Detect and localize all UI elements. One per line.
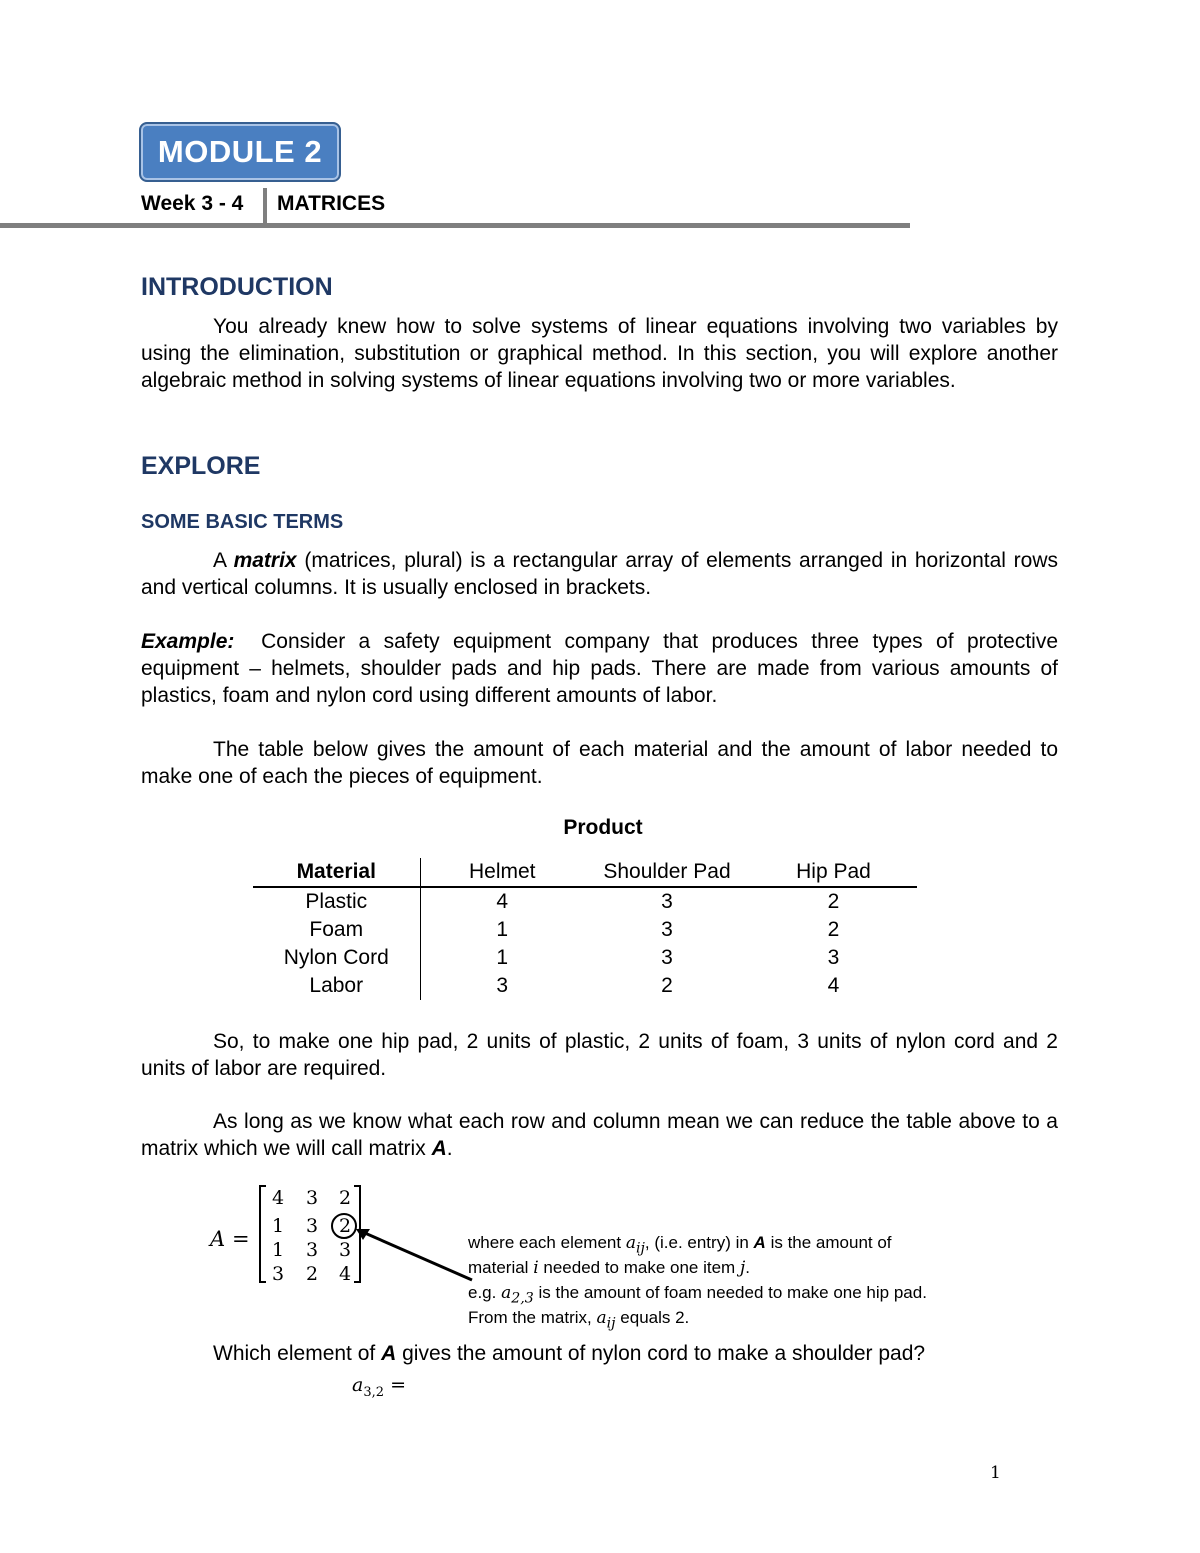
row-label: Foam [253, 916, 420, 944]
matrix-entry: 3 [338, 1239, 352, 1261]
note-line-3: e.g. $a_{2,3}$ is the amount of foam needed to make one hip pad. [468, 1283, 927, 1307]
answer-prompt: $a_{3,2}$ = [352, 1374, 406, 1400]
cell: 3 [827, 946, 840, 969]
cell: 3 [661, 918, 673, 941]
topic-title: MATRICES [277, 192, 386, 215]
matrix-name: A [210, 1227, 226, 1251]
cell: 3 [661, 946, 673, 969]
arrow-line [358, 1230, 472, 1280]
cell: 3 [661, 890, 673, 913]
matrix-equals: = [232, 1227, 250, 1251]
cell: 3 [496, 974, 509, 997]
table-header-row [253, 858, 917, 887]
table-caption: Product [563, 816, 643, 839]
explore-heading: EXPLORE [141, 452, 261, 480]
row-label: Labor [253, 972, 420, 1000]
matrix-entry: 3 [271, 1263, 285, 1285]
row-label: Nylon Cord [253, 944, 420, 972]
table-header-shoulder-pad: Shoulder Pad [584, 858, 750, 887]
cell: 2 [661, 974, 673, 997]
example-paragraph: Example: Consider a safety equipment company that produces three types of protective equipment – helmets, shoulder pads and hip pads. There are made from various amounts of plastics, foam and nylon cord using different amounts of labor. [141, 630, 1058, 707]
note-line-1: where each element $a_{ij}$, (i.e. entry) in A is the amount of [468, 1233, 892, 1257]
matrix-entry: 4 [271, 1187, 285, 1209]
matrix-entry: 2 [338, 1215, 352, 1237]
table-header-hip-pad: Hip Pad [750, 858, 917, 887]
matrix-entry: 3 [305, 1187, 319, 1209]
header-divider [263, 188, 267, 228]
table-row [253, 887, 917, 916]
note-line-2: material i needed to make one item j. [468, 1258, 750, 1278]
matrix-reduction-text: As long as we know what each row and column mean we can reduce the table above to a matrix which we will call matrix A. [141, 1110, 1058, 1160]
row-label: Plastic [253, 887, 420, 916]
page-number: 1 [990, 1463, 1001, 1483]
hip-pad-explanation: So, to make one hip pad, 2 units of plastic, 2 units of foam, 3 units of nylon cord and 2 units of labor are required. [141, 1030, 1058, 1080]
cell: 1 [496, 946, 509, 969]
left-bracket [260, 1186, 266, 1282]
cell: 1 [496, 918, 509, 941]
cell: 4 [827, 974, 840, 997]
cell: 4 [496, 890, 509, 913]
module-badge: MODULE 2 [139, 122, 341, 182]
header-rule [0, 223, 910, 228]
table-header-helmet: Helmet [420, 858, 584, 887]
right-bracket [354, 1186, 360, 1282]
table-header-material: Material [253, 858, 420, 887]
basic-terms-heading: SOME BASIC TERMS [141, 511, 344, 533]
product-table [253, 858, 917, 1000]
introduction-text: You already knew how to solve systems of linear equations involving two variables by using the elimination, substitution or graphical method. In this section, you will explore another algebraic method in solving systems of linear equations involving two or more variables. [141, 315, 1058, 392]
question-text: Which element of A gives the amount of nylon cord to make a shoulder pad? [213, 1342, 926, 1365]
matrix-entry: 4 [338, 1263, 352, 1285]
matrix-entry: 2 [305, 1263, 319, 1285]
matrix-entry: 2 [338, 1187, 352, 1209]
matrix-a [200, 1180, 480, 1290]
table-row [253, 916, 917, 944]
week-label: Week 3 - 4 [141, 192, 244, 215]
note-line-4: From the matrix, $a_{ij}$ equals 2. [468, 1308, 690, 1332]
cell: 2 [827, 890, 840, 913]
table-row [253, 944, 917, 972]
matrix-entry: 1 [271, 1239, 285, 1261]
cell: 2 [827, 918, 840, 941]
introduction-heading: INTRODUCTION [141, 273, 333, 301]
matrix-entry: 3 [305, 1239, 319, 1261]
matrix-definition: A matrix (matrices, plural) is a rectangular array of elements arranged in horizontal rows and vertical columns. It is usually enclosed in brackets. [141, 549, 1058, 599]
matrix-entry: 1 [271, 1215, 285, 1237]
table-intro: The table below gives the amount of each material and the amount of labor needed to make one of each the pieces of equipment. [141, 738, 1058, 788]
matrix-entry: 3 [305, 1215, 319, 1237]
table-row [253, 972, 917, 1000]
